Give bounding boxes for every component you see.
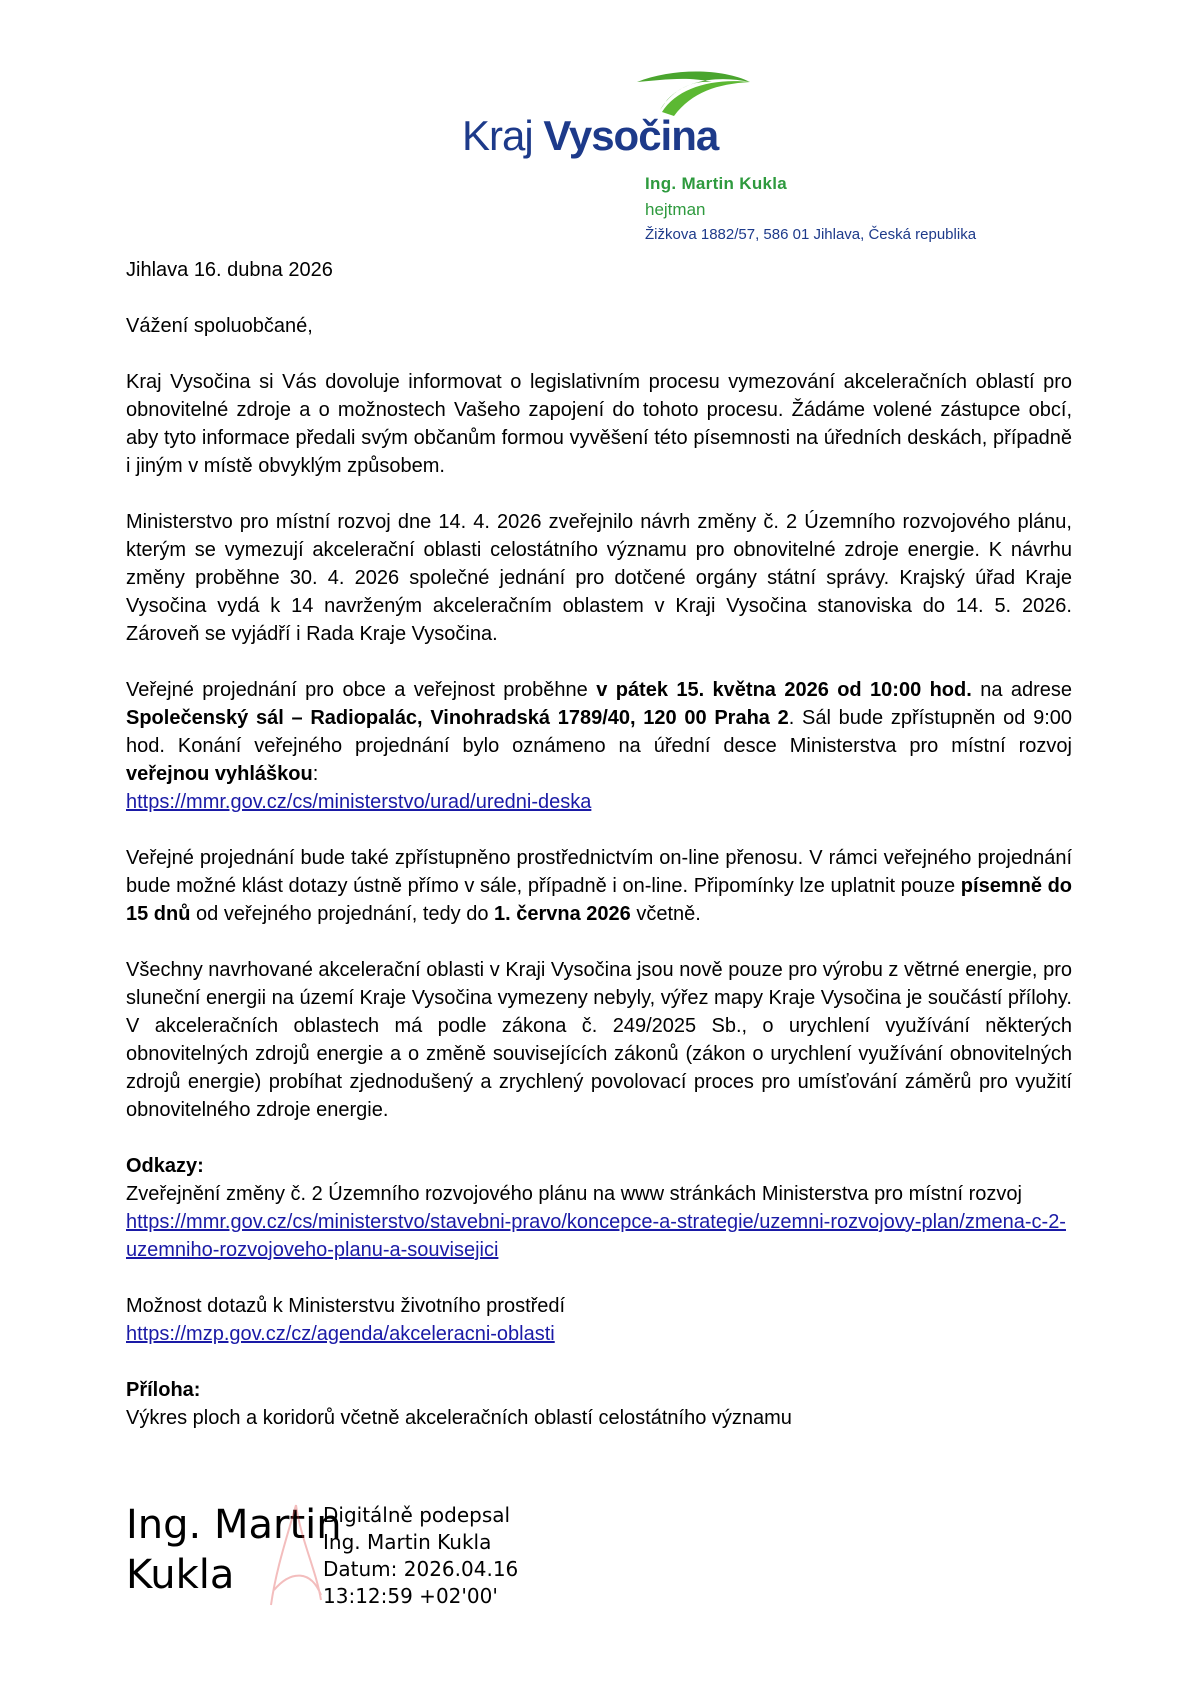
attachment-heading: Příloha:: [126, 1379, 201, 1401]
signature-info: Digitálně podepsal Ing. Martin Kukla Datum: 2026.04.16 13:12:59 +02'00': [323, 1503, 519, 1608]
sender-block: [645, 174, 976, 243]
kraj-vysocina-logo: [462, 70, 752, 165]
signature-watermark-icon: [266, 1500, 326, 1610]
paragraph-acceleration-areas: Všechny navrhované akcelerační oblasti v Kraji Vysočina jsou nově pouze pro výrobu z větrné energie, pro sluneční energii na území Kraje Vysočina vymezeny nebyly, výřez mapy Kraje Vysočina je součástí přílohy. V akceleračních oblastech má podle zákona č. 249/2025 Sb., o urychlení využívání některých obnovitelných zdrojů energie a o změně souvisejících zákonů (zákon o urychlení využívání obnovitelných zdrojů energie) probíhat zjednodušený a zrychlený povolovací proces pro umísťování záměrů pro využití obnovitelného zdroje energie.: [126, 959, 1072, 1121]
logo-kraj: Kraj: [462, 112, 533, 159]
paragraph-intro: Kraj Vysočina si Vás dovoluje informovat o legislativním procesu vymezování akceleračních oblastí pro obnovitelné zdroje a o možnostech Vašeho zapojení do tohoto procesu. Žádáme volené zástupce obcí, aby tyto informace předali svým občanům formou vyvěšení této písemnosti na úředních deskách, případně i jiným v místě obvyklým způsobem.: [126, 371, 1072, 477]
hearing-venue: Společenský sál – Radiopalác, Vinohradská 1789/40, 120 00 Praha 2: [126, 707, 789, 729]
links-mzp: Možnost dotazů k Ministerstvu životního prostředí https://mzp.gov.cz/cz/agenda/akceleracni-oblasti: [126, 1295, 566, 1345]
sender-address: Žižkova 1882/57, 586 01 Jihlava, Česká republika: [645, 226, 977, 243]
date-line: Jihlava 16. dubna 2026: [126, 259, 333, 281]
logo-vysocina: Vysočina: [543, 112, 719, 159]
hearing-date: v pátek 15. května 2026 od 10:00 hod.: [596, 679, 972, 701]
paragraph-ministry: Ministerstvo pro místní rozvoj dne 14. 4. 2026 zveřejnilo návrh změny č. 2 Územního rozvojového plánu, kterým se vymezují akcelerační oblasti celostátního významu pro obnovitelné zdroje energie. K návrhu změny proběhne 30. 4. 2026 společné jednání pro dotčené orgány státní správy. Krajský úřad Kraje Vysočina vydá k 14 navrženým akceleračním oblastem v Kraji Vysočina stanoviska do 14. 5. 2026. Zároveň se vyjádří i Rada Kraje Vysočina.: [126, 511, 1072, 645]
mmr-urp-link[interactable]: https://mmr.gov.cz/cs/ministerstvo/stavebni-pravo/koncepce-a-strategie/uzemni-rozvojovy-plan/zmena-c-2-uzemniho-rozvojoveho-planu-a-souvisejici: [126, 1211, 1066, 1261]
letter-body: [126, 256, 1072, 1432]
uredni-deska-link[interactable]: https://mmr.gov.cz/cs/ministerstvo/urad/uredni-deska: [126, 791, 592, 813]
links-section: Odkazy: Zveřejnění změny č. 2 Územního rozvojového plánu na www stránkách Ministerstva pro místní rozvoj https://mmr.gov.cz/cs/ministerstvo/stavebni-pravo/koncepce-a-strategie/uzemni-rozvojovy-plan/zmena-c-2-uzemniho-rozvojoveho-planu-a-souvisejici: [126, 1155, 1066, 1261]
paragraph-online: Veřejné projednání bude také zpřístupněno prostřednictvím on-line přenosu. V rámci veřejného projednání bude možné klást dotazy ústně přímo v sále, případně i on-line. Připomínky lze uplatnit pouze písemně do 15 dnů od veřejného projednání, tedy do 1. června 2026 včetně.: [126, 847, 1072, 925]
digital-signature: Ing. Martin Kukla Digitálně podepsal Ing. Martin Kukla Datum: 2026.04.16 13:12:59 +02'00': [126, 1500, 342, 1600]
sender-name: Ing. Martin Kukla: [645, 174, 788, 193]
paragraph-public-hearing: Veřejné projednání pro obce a veřejnost proběhne v pátek 15. května 2026 od 10:00 hod. na adrese Společenský sál – Radiopalác, Vinohradská 1789/40, 120 00 Praha 2. Sál bude zpřístupněn od 9:00 hod. Konání veřejného projednání bylo oznámeno na úřední desce Ministerstva pro místní rozvoj veřejnou vyhláškou: https://mmr.gov.cz/cs/ministerstvo/urad/uredni-deska: [126, 679, 1073, 813]
attachment-section: Příloha: Výkres ploch a koridorů včetně akceleračních oblastí celostátního významu: [126, 1379, 792, 1429]
sender-role: hejtman: [645, 200, 706, 219]
mzp-link[interactable]: https://mzp.gov.cz/cz/agenda/akceleracni-oblasti: [126, 1323, 555, 1345]
salutation: Vážení spoluobčané,: [126, 315, 313, 337]
links-heading: Odkazy:: [126, 1155, 204, 1177]
